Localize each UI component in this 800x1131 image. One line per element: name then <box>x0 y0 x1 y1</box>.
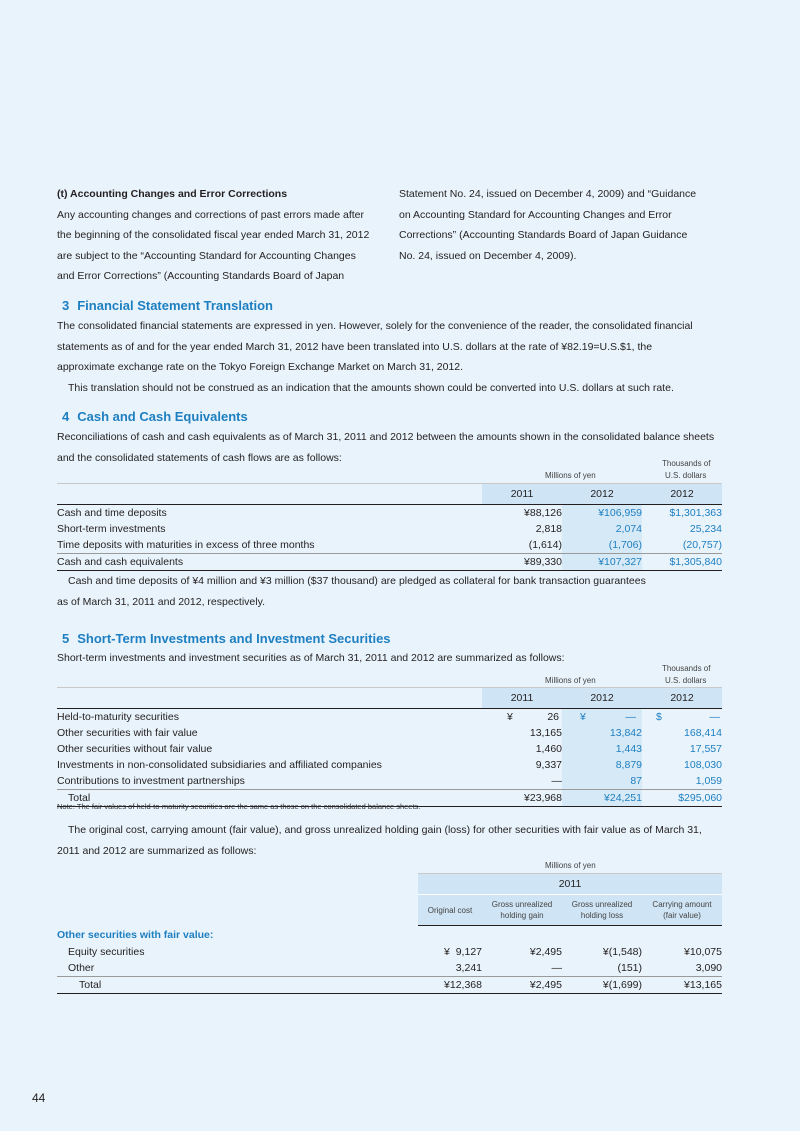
table-header-row <box>57 895 722 926</box>
text-line: the beginning of the consolidated fiscal year ended March 31, 2012 <box>57 229 370 241</box>
cell-value: 1,059 <box>642 773 722 790</box>
unit-label: U.S. dollars <box>665 471 707 480</box>
cell-value: $1,305,840 <box>642 554 722 571</box>
column-header: 2012 <box>642 688 722 709</box>
cell-value: 108,030 <box>684 759 722 771</box>
section-title: Financial Statement Translation <box>77 298 274 313</box>
investment-securities-table <box>57 687 722 807</box>
row-label: Short-term investments <box>57 523 166 535</box>
row-label: Held-to-maturity securities <box>57 711 179 723</box>
cell-value: 3,090 <box>642 960 722 977</box>
table-row <box>57 773 722 790</box>
column-header: 2012 <box>562 484 642 505</box>
cell-value: 87 <box>562 773 642 790</box>
cell-value: ¥24,251 <box>562 790 642 807</box>
table-row <box>57 505 722 522</box>
cell-value: 8,879 <box>562 757 642 773</box>
cell-value: 25,234 <box>689 523 722 535</box>
cell-value: ¥(1,548) <box>602 946 642 958</box>
text-line: and Error Corrections” (Accounting Standards Board of Japan <box>57 270 345 282</box>
row-label: Other securities without fair value <box>57 743 213 755</box>
row-label: Investments in non-consolidated subsidiaries and affiliated companies <box>57 759 382 771</box>
cell-value: (1,614) <box>482 537 562 554</box>
cell-value: ¥ — <box>562 709 642 726</box>
unit-label: Millions of yen <box>545 676 596 685</box>
table-row <box>57 944 722 960</box>
cell-value: ¥89,330 <box>482 554 562 571</box>
cell-value: ¥2,495 <box>529 946 562 958</box>
unit-label: Millions of yen <box>545 861 596 870</box>
section-title: Cash and Cash Equivalents <box>77 409 248 424</box>
table-row <box>57 741 722 757</box>
cell-value: 17,557 <box>689 743 722 755</box>
row-label: Other securities with fair value <box>57 727 198 739</box>
table-row <box>57 521 722 537</box>
unit-label: Thousands of <box>662 664 711 673</box>
table-row <box>57 725 722 741</box>
cell-value: ¥ 26 <box>507 711 559 723</box>
text-line: statements as of and for the year ended March 31, 2012 have been translated into U.S. dollars at the rate of ¥82.19=U.S.$1, the <box>57 340 653 353</box>
text-line: 2011 and 2012 are summarized as follows: <box>57 844 257 857</box>
table-row <box>57 757 722 773</box>
column-header: 2011 <box>418 874 722 895</box>
section-title: Short-Term Investments and Investment Securities <box>77 631 391 646</box>
cell-value: 2,818 <box>535 523 562 535</box>
table-note: Note: The fair values of held-to-maturity securities are the same as those on the consolidated balance sheets. <box>57 802 421 811</box>
cell-value: — <box>482 773 562 790</box>
section-5-heading <box>62 631 391 646</box>
fair-value-securities-table <box>57 873 722 994</box>
text-line: The consolidated financial statements are expressed in yen. However, solely for the convenience of the reader, the consolidated financial <box>57 320 693 332</box>
table-row <box>57 554 722 571</box>
row-label: Cash and time deposits <box>57 507 167 519</box>
table-header-row <box>57 688 722 709</box>
table-row <box>57 537 722 554</box>
section-3-body <box>57 316 757 398</box>
row-label: Total <box>57 790 482 807</box>
section-5-para <box>57 820 757 861</box>
section-number: 4 <box>62 409 70 424</box>
text-line: Any accounting changes and corrections of past errors made after <box>57 208 365 221</box>
cell-value: — <box>482 960 562 977</box>
unit-label: U.S. dollars <box>665 676 707 685</box>
text-line: Reconciliations of cash and cash equivalents as of March 31, 2011 and 2012 between the amounts shown in the consolidated balance sheets <box>57 431 715 443</box>
cell-value: 2,074 <box>562 521 642 537</box>
table-group-row <box>57 926 722 945</box>
column-header: 2011 <box>482 484 562 505</box>
cell-value: 13,165 <box>529 727 562 739</box>
cell-value: (20,757) <box>642 537 722 554</box>
section-4-intro <box>57 427 757 468</box>
cell-value: ¥10,075 <box>684 946 722 958</box>
cell-value: ¥23,968 <box>482 790 562 807</box>
row-label: Time deposits with maturities in excess of three months <box>57 537 482 554</box>
cell-value: ¥(1,699) <box>562 977 642 994</box>
cell-value: 1,460 <box>535 743 562 755</box>
column-header: Gross unrealized holding loss <box>562 895 642 926</box>
text-line: are subject to the “Accounting Standard for Accounting Changes <box>57 249 356 262</box>
text-line: This translation should not be construed as an indication that the amounts shown could be converted into U.S. dollars at such rate. <box>68 381 674 394</box>
section-number: 5 <box>62 631 70 646</box>
section-3-heading <box>62 298 273 313</box>
column-header: 2012 <box>642 484 722 505</box>
row-label: Equity securities <box>68 946 145 958</box>
cell-value: $ — <box>656 711 720 723</box>
text-line: approximate exchange rate on the Tokyo Foreign Exchange Market on March 31, 2012. <box>57 361 464 373</box>
section-4-heading <box>62 409 248 424</box>
section-number: 3 <box>62 298 70 313</box>
column-header: Carrying amount (fair value) <box>642 895 722 926</box>
cell-value: 3,241 <box>418 960 482 977</box>
text-line: as of March 31, 2011 and 2012, respectively. <box>57 595 265 608</box>
row-label: Total <box>57 977 418 994</box>
cell-value: ¥107,327 <box>562 554 642 571</box>
cash-equivalents-table <box>57 483 722 571</box>
cell-value: 168,414 <box>684 727 722 739</box>
cell-value: ¥106,959 <box>562 505 642 522</box>
cell-value: $295,060 <box>642 790 722 807</box>
text-line: Short-term investments and investment securities as of March 31, 2011 and 2012 are summarized as follows: <box>57 652 565 664</box>
table-row <box>57 709 722 726</box>
table-year-row <box>57 874 722 895</box>
cell-value: (1,706) <box>562 537 642 554</box>
table-row <box>57 977 722 994</box>
row-label: Other <box>57 960 418 977</box>
text-line: Cash and time deposits of ¥4 million and ¥3 million ($37 thousand) are pledged as collateral for bank transaction guarantees <box>68 575 646 587</box>
column-header: 2011 <box>482 688 562 709</box>
section-t-left <box>57 184 387 287</box>
text-line: Corrections” (Accounting Standards Board of Japan Guidance <box>399 229 688 241</box>
cell-value: 13,842 <box>562 725 642 741</box>
cell-value: (151) <box>562 960 642 977</box>
column-header: Original cost <box>418 895 482 926</box>
cell-value: ¥88,126 <box>524 507 562 519</box>
column-header: Gross unrealized holding gain <box>482 895 562 926</box>
cell-value: 9,337 <box>535 759 562 771</box>
section-5-intro <box>57 648 757 669</box>
group-label: Other securities with fair value: <box>57 929 214 941</box>
table-row <box>57 960 722 977</box>
text-line: No. 24, issued on December 4, 2009). <box>399 249 577 262</box>
cell-value: $1,301,363 <box>669 507 722 519</box>
unit-label: Millions of yen <box>545 471 596 480</box>
cell-value: ¥ 9,127 <box>444 946 482 958</box>
text-line: on Accounting Standard for Accounting Changes and Error <box>399 208 672 221</box>
unit-label: Thousands of <box>662 459 711 468</box>
row-label: Cash and cash equivalents <box>57 554 482 571</box>
cell-value: ¥13,165 <box>642 977 722 994</box>
text-line: Statement No. 24, issued on December 4, 2009) and “Guidance <box>399 188 697 200</box>
row-label: Contributions to investment partnerships <box>57 773 482 790</box>
cell-value: 1,443 <box>562 741 642 757</box>
page-number: 44 <box>32 1091 46 1105</box>
table-header-row <box>57 484 722 505</box>
text-line: and the consolidated statements of cash flows are as follows: <box>57 451 342 464</box>
section-4-after <box>57 571 757 612</box>
text-line: The original cost, carrying amount (fair value), and gross unrealized holding gain (loss) for other securities with fair value as of March 31, <box>68 824 702 836</box>
section-t-right <box>399 184 729 266</box>
section-t-heading: (t) Accounting Changes and Error Corrections <box>57 188 288 200</box>
cell-value: ¥12,368 <box>418 977 482 994</box>
column-header: 2012 <box>562 688 642 709</box>
cell-value: ¥2,495 <box>482 977 562 994</box>
